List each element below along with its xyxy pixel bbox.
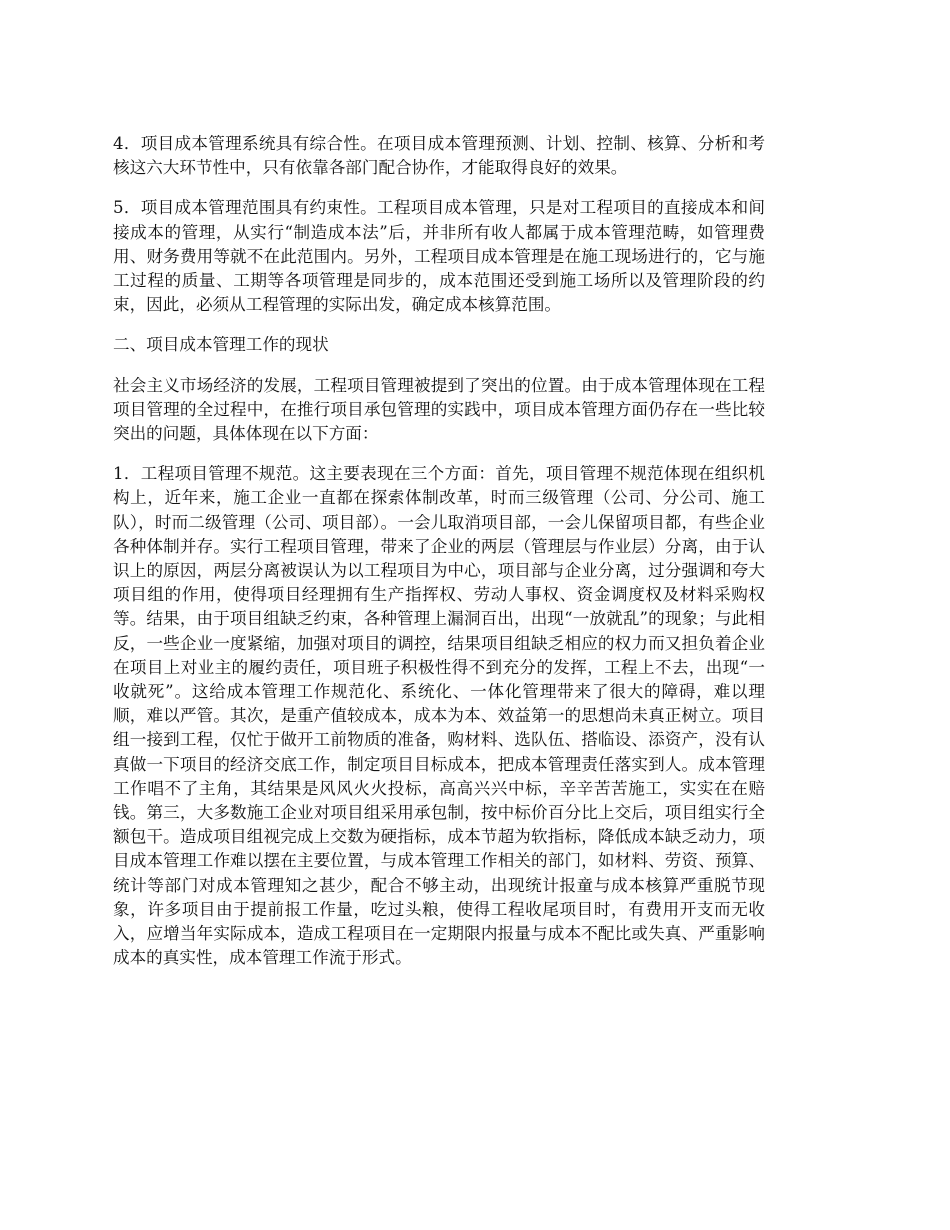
paragraph-irregular-management: 1．工程项目管理不规范。这主要表现在三个方面：首先，项目管理不规范体现在组织机构上，近年来，施工企业一直都在探索体制改革，时而三级管理（公司、分公司、施工队），时而二级管理（公司、项目部）。一会儿取消项目部，一会儿保留项目都，有些企业各种体制并存。实行工程项目管理，带来了企业的两层（管理层与作业层）分离，由于认识上的原因，两层分离被误认为以工程项目为中心，项目部与企业分离，过分强调和夸大项目组的作用，使得项目经理拥有生产指挥权、劳动人事权、资金调度权及材料采购权等。结果，由于项目组缺乏约束，各种管理上漏洞百出，出现“一放就乱”的现象；与此相反，一些企业一度紧缩，加强对项目的调控，结果项目组缺乏相应的权力而又担负着企业在项目上对业主的履约责任，项目班子积极性得不到充分的发挥，工程上不去，出现“一收就死”。这给成本管理工作规范化、系统化、一体化管理带来了很大的障碍，难以理顺，难以严管。其次，是重产值较成本，成本为本、效益第一的思想尚未真正树立。项目组一接到工程，仅忙于做开工前物质的准备，购材料、选队伍、搭临设、添资产，没有认真做一下项目的经济交底工作，制定项目目标成本，把成本管理责任落实到人。成本管理工作唱不了主角，其结果是风风火火投标，高高兴兴中标，辛辛苦苦施工，实实在在赔钱。第三，大多数施工企业对项目组采用承包制，按中标价百分比上交后，项目组实行全额包干。造成项目组视完成上交数为硬指标，成本节超为软指标，降低成本缺乏动力，项目成本管理工作难以摆在主要位置，与成本管理工作相关的部门，如材料、劳资、预算、统计等部门对成本管理知之甚少，配合不够主动，出现统计报童与成本核算严重脱节现象，许多项目由于提前报工作量，吃过头粮，使得工程收尾项目时，有费用开支而无收入，应增当年实际成本，造成工程项目在一定期限内报量与成本不配比或失真、严重影响成本的真实性，成本管理工作流于形式。 [113, 464, 765, 968]
section-heading-status: 二、项目成本管理工作的现状 [113, 335, 329, 355]
paragraph-scope-constraint: 5．项目成本管理范围具有约束性。工程项目成本管理，只是对工程项目的直接成本和间接成本的管理，从实行“制造成本法”后，并非所有收人都属于成本管理范畴，如管理费用、财务费用等就不在此范围内。另外，工程项目成本管理是在施工现场进行的，它与施工过程的质量、工期等各项管理是同步的，成本范围还受到施工场所以及管理阶段的约束，因此，必须从工程管理的实际出发，确定成本核算范围。 [113, 198, 765, 315]
paragraph-comprehensiveness: 4．项目成本管理系统具有综合性。在项目成本管理预测、计划、控制、核算、分析和考核这六大环节性中，只有依靠各部门配合协作，才能取得良好的效果。 [113, 134, 765, 178]
paragraph-status-intro: 社会主义市场经济的发展，工程项目管理被提到了突出的位置。由于成本管理体现在工程项目管理的全过程中，在推行项目承包管理的实践中，项目成本管理方面仍存在一些比较突出的问题，具体体现在以下方面： [113, 375, 765, 444]
document-body [113, 132, 765, 987]
